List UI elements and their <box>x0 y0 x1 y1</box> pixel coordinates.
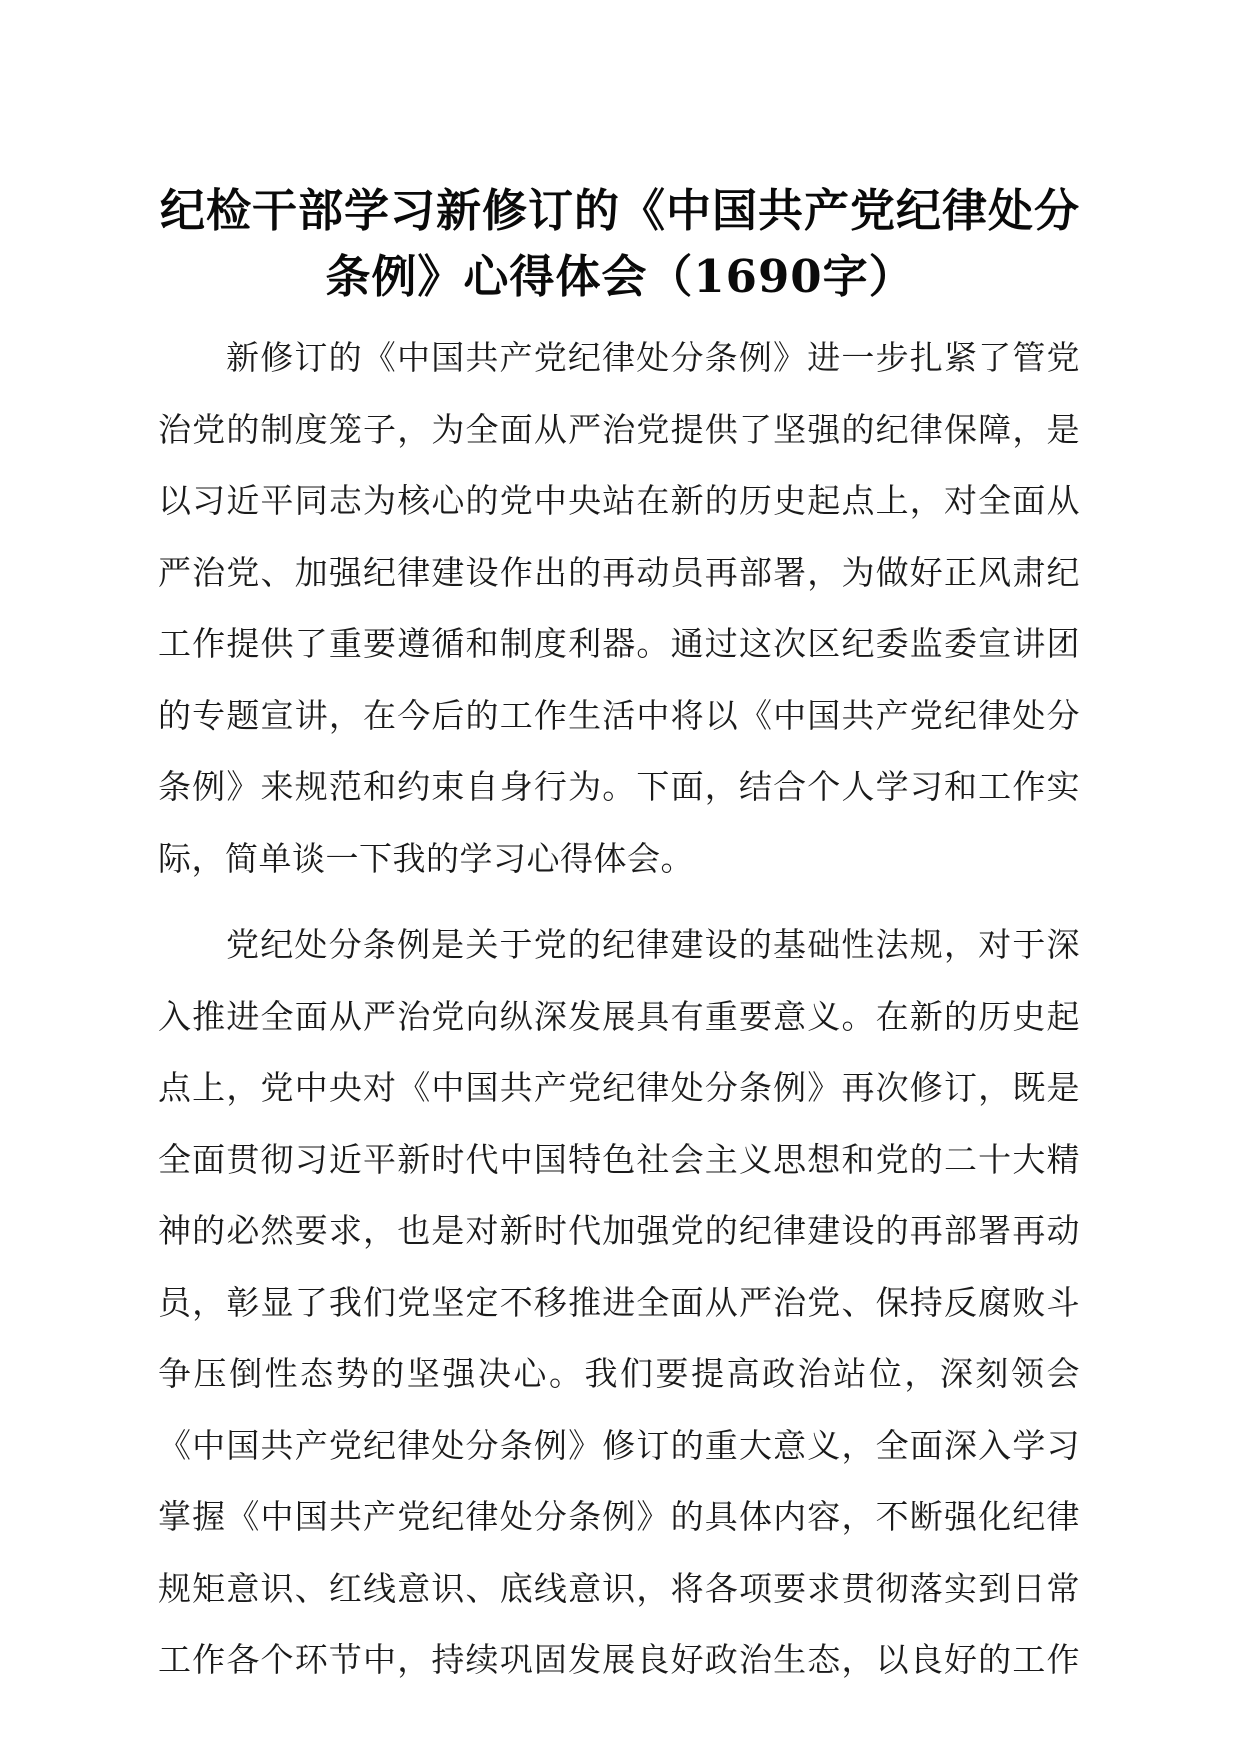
paragraph-line: 严治党、加强纪律建设作出的再动员再部署，为做好正风肃纪 <box>158 552 1080 592</box>
document-title <box>150 178 1090 310</box>
paragraph-line: 争压倒性态势的坚强决心。我们要提高政治站位，深刻领会 <box>158 1354 1080 1393</box>
paragraph-line: 以习近平同志为核心的党中央站在新的历史起点上，对全面从 <box>158 481 1080 520</box>
paragraph-line: 员，彰显了我们党坚定不移推进全面从严治党、保持反腐败斗 <box>158 1282 1080 1322</box>
paragraph-line: 工作各个环节中，持续巩固发展良好政治生态，以良好的工作 <box>158 1640 1080 1679</box>
paragraph-line: 神的必然要求，也是对新时代加强党的纪律建设的再部署再动 <box>158 1211 1080 1250</box>
title-line: 条例》心得体会（1690字） <box>325 250 915 303</box>
paragraph-line: 《中国共产党纪律处分条例》修订的重大意义，全面深入学习 <box>158 1425 1080 1465</box>
paragraph-line: 治党的制度笼子，为全面从严治党提供了坚强的纪律保障，是 <box>158 409 1080 449</box>
paragraph-line: 工作提供了重要遵循和制度利器。通过这次区纪委监委宣讲团 <box>158 624 1080 663</box>
title-line: 纪检干部学习新修订的《中国共产党纪律处分 <box>159 184 1080 237</box>
document-body <box>158 322 1080 1696</box>
paragraph-line: 规矩意识、红线意识、底线意识，将各项要求贯彻落实到日常 <box>158 1568 1080 1608</box>
paragraph-1 <box>158 322 1080 894</box>
paragraph-line: 际，简单谈一下我的学习心得体会。 <box>158 838 694 878</box>
paragraph-line: 全面贯彻习近平新时代中国特色社会主义思想和党的二十大精 <box>158 1139 1080 1179</box>
paragraph-line: 掌握《中国共产党纪律处分条例》的具体内容，不断强化纪律 <box>158 1497 1080 1536</box>
paragraph-line: 入推进全面从严治党向纵深发展具有重要意义。在新的历史起 <box>158 996 1080 1036</box>
paragraph-line: 点上，党中央对《中国共产党纪律处分条例》再次修订，既是 <box>158 1068 1080 1107</box>
paragraph-line: 条例》来规范和约束自身行为。下面，结合个人学习和工作实 <box>158 767 1080 806</box>
paragraph-line: 新修订的《中国共产党纪律处分条例》进一步扎紧了管党 <box>226 338 1080 377</box>
paragraph-line: 党纪处分条例是关于党的纪律建设的基础性法规，对于深 <box>226 925 1080 964</box>
paragraph-line: 的专题宣讲，在今后的工作生活中将以《中国共产党纪律处分 <box>158 695 1080 735</box>
paragraph-2 <box>158 909 1080 1696</box>
